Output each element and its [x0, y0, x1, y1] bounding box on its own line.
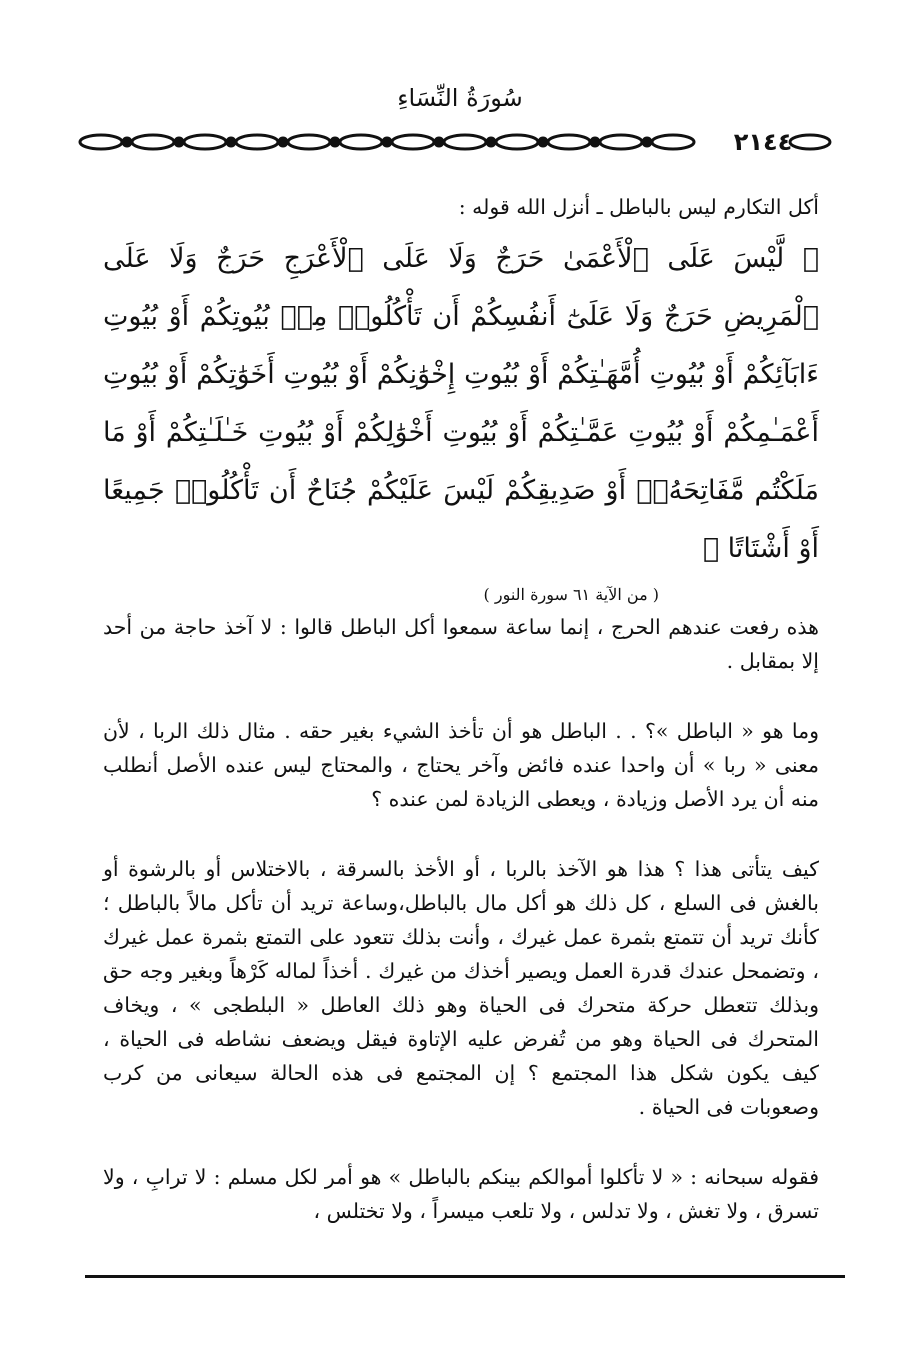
paragraph-1: هذه رفعت عندهم الحرج ، إنما ساعة سمعوا أكل الباطل قالوا : لا آخذ حاجة من أحد إلا بمقابل . — [103, 615, 819, 673]
paragraph-2: وما هو « الباطل »؟ . . الباطل هو أن تأخذ الشيء بغير حقه . مثال ذلك الربا ، لأن معنى « ربا » أن واحدا عنده فائض وآخر يحتاج ، والمحتاج ليس عنده الأصل أنطلب منه أن يرد الأصل وزيادة ، ويعطى الزيادة لمن عنده ؟ — [103, 719, 819, 811]
surah-title: سُورَةُ النِّسَاءِ — [397, 84, 523, 112]
page-number: ٢١٤٤ — [733, 128, 793, 156]
quran-verse: ﴿ لَّيْسَ عَلَى ٱلْأَعْمَىٰ حَرَجٌ وَلَا عَلَى ٱلْأَعْرَجِ حَرَجٌ وَلَا عَلَى ٱلْمَرِيضِ حَرَجٌ وَلَا عَلَىٰٓ أَنفُسِكُمْ أَن تَأْكُلُوا۟ مِنۢ بُيُوتِكُمْ أَوْ بُيُوتِ ءَابَآئِكُمْ أَوْ بُيُوتِ أُمَّهَـٰتِكُمْ أَوْ بُيُوتِ إِخْوَٰنِكُمْ أَوْ بُيُوتِ أَخَوَٰتِكُمْ أَوْ بُيُوتِ أَعْمَـٰمِكُمْ أَوْ بُيُوتِ عَمَّـٰتِكُمْ أَوْ بُيُوتِ أَخْوَٰلِكُمْ أَوْ بُيُوتِ خَـٰلَـٰتِكُمْ أَوْ مَا مَلَكْتُم مَّفَاتِحَهُۥٓ أَوْ صَدِيقِكُمْ لَيْسَ عَلَيْكُمْ جُنَاحٌ أَن تَأْكُلُوا۟ جَمِيعًا أَوْ أَشْتَاتًا ﴾ — [103, 243, 819, 564]
intro-line: أكل التكارم ليس بالباطل ـ أنزل الله قوله : — [458, 195, 819, 219]
footer-rule — [85, 1275, 845, 1278]
page-body — [103, 190, 819, 1228]
paragraph-4: فقوله سبحانه : « لا تأكلوا أموالكم بينكم بالباطل » هو أمر لكل مسلم : لا ترابِ ، ولا تسرق ، ولا تغش ، ولا تدلس ، ولا تلعب ميسراً ، ولا تختلس ، — [103, 1165, 819, 1223]
paragraph-3: كيف يتأتى هذا ؟ هذا هو الآخذ بالربا ، أو الأخذ بالسرقة ، بالاختلاس أو بالرشوة أو بالغش فى السلع ، كل ذلك هو أكل مال بالباطل،وساعة تريد أن تأكل مالاً بالباطل ؛ كأنك تريد أن تتمتع بثمرة عمل غيرك ، وأنت بذلك تتعود على التمتع بثمرة عمل غيرك ، وتضمحل عندك قدرة العمل ويصير أخذك من غيرك . أخذاً لماله كَرْهاً وبغير وجه حق وبذلك تتعطل حركة متحرك فى الحياة وهو ذلك العاطل « البلطجى » ، ويخاف المتحرك فى الحياة وهو من تُفرض عليه الإتاوة فيقل ويضعف نشاطه فى الحياة ، كيف يكون شكل هذا المجتمع ؟ إن المجتمع فى هذه الحالة سيعانى من كرب وصعوبات فى الحياة . — [103, 857, 819, 1119]
verse-citation: ( من الآية ٦١ سورة النور ) — [483, 585, 659, 604]
